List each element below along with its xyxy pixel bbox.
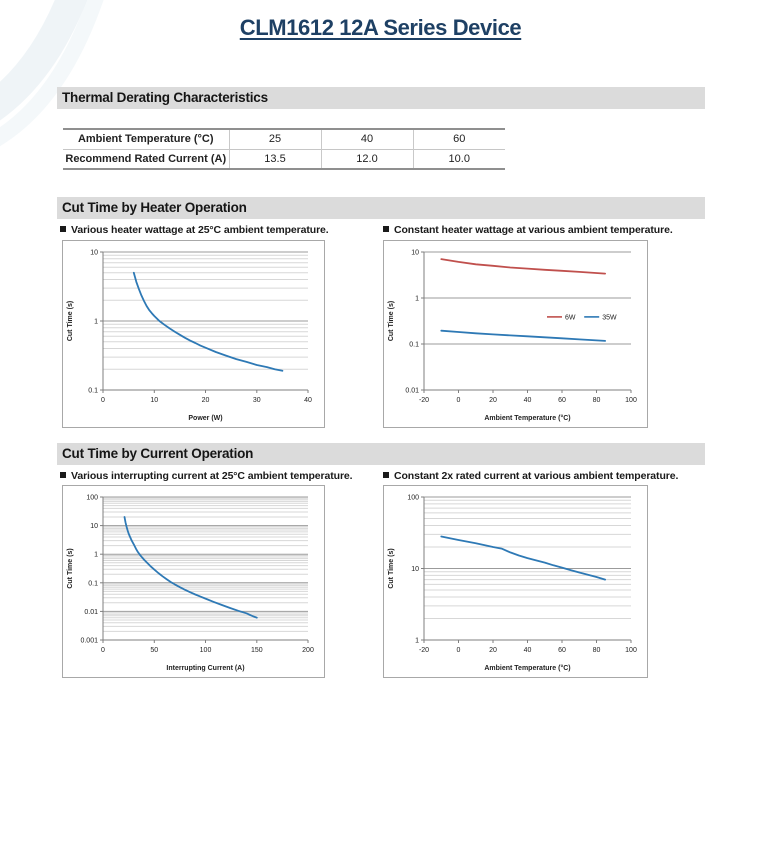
table-cell: 25 <box>229 129 321 149</box>
x-axis <box>101 640 314 654</box>
chart-svg <box>63 241 324 427</box>
square-bullet-icon <box>383 472 389 478</box>
square-bullet-icon <box>60 472 66 478</box>
x-axis-title: Interrupting Current (A) <box>166 665 245 672</box>
table-row <box>63 149 505 169</box>
svg-text:0: 0 <box>456 397 461 404</box>
svg-text:0.001: 0.001 <box>80 637 98 645</box>
x-axis-title: Ambient Temperature (°C) <box>484 415 571 422</box>
x-axis <box>101 390 312 404</box>
svg-text:10: 10 <box>411 249 419 257</box>
square-bullet-icon <box>60 226 66 232</box>
chart-various-interrupting-current <box>62 485 325 678</box>
svg-text:10: 10 <box>150 397 159 404</box>
caption-text: Various heater wattage at 25°C ambient temperature. <box>71 224 329 236</box>
svg-text:10: 10 <box>411 566 419 573</box>
y-axis <box>88 250 103 395</box>
svg-text:1: 1 <box>415 295 419 303</box>
svg-text:1: 1 <box>415 637 419 645</box>
table-cell: 60 <box>413 129 505 149</box>
svg-text:200: 200 <box>302 647 314 654</box>
chart-svg <box>63 486 324 677</box>
svg-text:100: 100 <box>86 494 98 502</box>
y-axis <box>80 495 103 645</box>
svg-text:6W: 6W <box>565 314 576 322</box>
y-axis-title: Cut Time (s) <box>67 300 74 342</box>
svg-text:10: 10 <box>90 249 98 257</box>
series-lines <box>441 259 605 341</box>
series-lines <box>134 273 283 371</box>
svg-text:-20: -20 <box>418 397 430 404</box>
row-header-ambient-temperature: Ambient Temperature (°C) <box>77 133 214 146</box>
chart-svg <box>384 241 647 427</box>
section-header-heater-operation: Cut Time by Heater Operation <box>57 197 705 219</box>
caption-heater-right <box>383 224 673 236</box>
svg-text:40: 40 <box>523 647 532 654</box>
section-header-current-operation: Cut Time by Current Operation <box>57 443 705 465</box>
caption-text: Constant 2x rated current at various ambient temperature. <box>394 470 679 482</box>
svg-text:0: 0 <box>101 397 105 404</box>
chart-constant-2x-rated-current <box>383 485 648 678</box>
svg-text:100: 100 <box>407 494 419 502</box>
svg-text:0.01: 0.01 <box>405 387 419 395</box>
svg-text:35W: 35W <box>602 314 617 322</box>
y-axis-title: Cut Time (s) <box>388 300 395 342</box>
x-axis <box>419 390 637 404</box>
svg-text:10: 10 <box>90 523 98 531</box>
table-cell: 10.0 <box>413 149 505 169</box>
svg-text:0.1: 0.1 <box>88 387 98 395</box>
y-axis-title: Cut Time (s) <box>388 548 395 589</box>
svg-text:0.1: 0.1 <box>409 341 419 349</box>
caption-text: Constant heater wattage at various ambient temperature. <box>394 224 673 236</box>
svg-text:20: 20 <box>489 397 497 404</box>
thermal-derating-table <box>63 128 505 170</box>
table-cell: 12.0 <box>321 149 413 169</box>
x-axis <box>419 640 637 654</box>
table-cell: 13.5 <box>229 149 321 169</box>
page-title-text: CLM1612 12A Series Device <box>239 15 522 40</box>
svg-text:1: 1 <box>94 318 98 326</box>
svg-text:0.1: 0.1 <box>88 580 98 588</box>
svg-text:20: 20 <box>489 647 497 654</box>
caption-heater-left <box>60 224 329 236</box>
svg-text:40: 40 <box>523 397 532 404</box>
svg-text:20: 20 <box>201 397 210 404</box>
svg-text:30: 30 <box>252 397 261 404</box>
table-cell: 40 <box>321 129 413 149</box>
square-bullet-icon <box>383 226 389 232</box>
caption-current-right <box>383 470 678 482</box>
svg-text:60: 60 <box>558 397 566 404</box>
svg-text:100: 100 <box>625 397 637 404</box>
svg-text:0: 0 <box>456 647 461 654</box>
svg-text:0.01: 0.01 <box>84 608 98 616</box>
legend <box>547 314 617 321</box>
page-title <box>0 15 761 41</box>
x-axis-title: Ambient Temperature (°C) <box>484 665 571 672</box>
svg-text:80: 80 <box>592 647 601 654</box>
y-axis-title: Cut Time (s) <box>67 548 74 589</box>
svg-text:100: 100 <box>199 647 212 654</box>
svg-text:150: 150 <box>250 647 263 654</box>
gridlines <box>103 497 308 640</box>
chart-svg <box>384 486 647 677</box>
svg-text:60: 60 <box>558 647 566 654</box>
chart-constant-heater-wattage <box>383 240 648 428</box>
x-axis-title: Power (W) <box>188 415 223 422</box>
svg-text:80: 80 <box>592 397 601 404</box>
svg-text:100: 100 <box>625 647 637 654</box>
section-header-thermal-derating: Thermal Derating Characteristics <box>57 87 705 109</box>
gridlines <box>424 497 631 640</box>
row-header-recommend-rated-current: Recommend Rated Current (A) <box>63 149 229 169</box>
chart-various-heater-wattage <box>62 240 325 428</box>
caption-text: Various interrupting current at 25°C ambient temperature. <box>71 470 353 482</box>
svg-text:40: 40 <box>304 397 312 404</box>
y-axis <box>407 495 424 645</box>
svg-text:1: 1 <box>94 551 98 559</box>
svg-text:0: 0 <box>101 647 105 654</box>
svg-text:50: 50 <box>150 647 159 654</box>
series-lines <box>441 537 605 580</box>
y-axis <box>405 250 424 395</box>
caption-current-left <box>60 470 352 482</box>
table-row <box>63 129 505 149</box>
svg-text:-20: -20 <box>418 647 430 654</box>
